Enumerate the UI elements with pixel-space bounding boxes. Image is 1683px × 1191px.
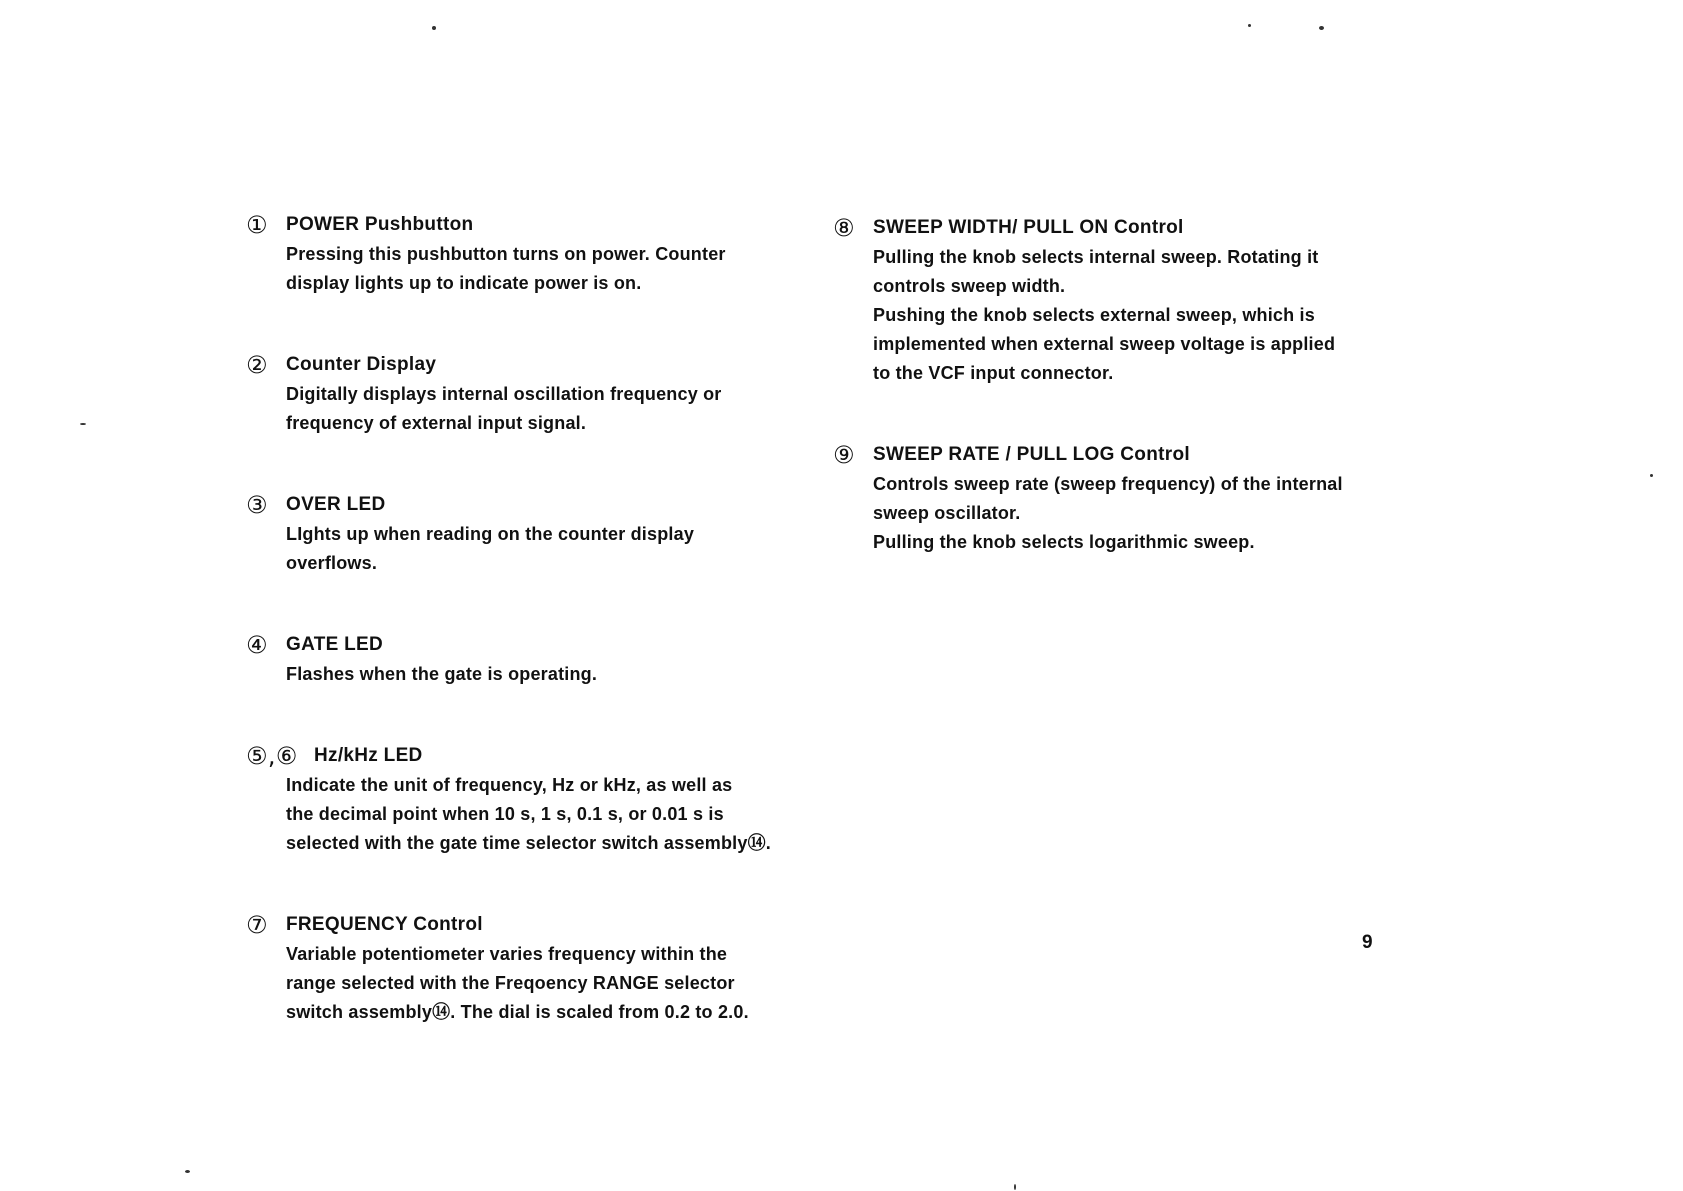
item-description xyxy=(873,470,1393,557)
left-column xyxy=(246,210,806,1027)
item-description xyxy=(286,940,806,1027)
item-title: GATE LED xyxy=(286,634,384,655)
item-heading xyxy=(246,630,806,660)
item-power-pushbutton xyxy=(246,210,806,298)
item-heading xyxy=(246,490,806,520)
description-line: switch assembly⑭. The dial is scaled from 0.2 to 2.0. xyxy=(286,1002,749,1022)
item-heading xyxy=(833,213,1393,243)
item-description xyxy=(286,240,806,298)
item-number: ⑨ xyxy=(833,441,855,469)
item-title: POWER Pushbutton xyxy=(286,214,474,235)
description-line: Pushing the knob selects external sweep, which is xyxy=(873,305,1315,325)
item-number: ⑦ xyxy=(246,911,268,939)
page-number: 9 xyxy=(1362,932,1373,953)
description-line: implemented when external sweep voltage is applied xyxy=(873,334,1336,354)
item-title: SWEEP WIDTH/ PULL ON Control xyxy=(873,217,1184,238)
item-sweep-width-control xyxy=(833,213,1393,388)
description-line: Pressing this pushbutton turns on power. Counter xyxy=(286,244,726,264)
item-frequency-control xyxy=(246,910,806,1027)
description-line: sweep oscillator. xyxy=(873,503,1021,523)
description-line: frequency of external input signal. xyxy=(286,413,587,433)
scan-speck xyxy=(432,26,436,30)
item-heading xyxy=(246,210,806,240)
scan-speck xyxy=(1014,1184,1016,1190)
description-line: Digitally displays internal oscillation frequency or xyxy=(286,384,722,404)
item-over-led xyxy=(246,490,806,578)
description-line: Flashes when the gate is operating. xyxy=(286,664,598,684)
description-line: the decimal point when 10 s, 1 s, 0.1 s, or 0.01 s is xyxy=(286,804,724,824)
item-heading xyxy=(246,350,806,380)
item-description xyxy=(286,660,806,689)
description-line: selected with the gate time selector switch assembly⑭. xyxy=(286,833,771,853)
scan-speck xyxy=(1248,24,1251,27)
item-title: OVER LED xyxy=(286,494,386,515)
description-line: Pulling the knob selects internal sweep. Rotating it xyxy=(873,247,1319,267)
item-description xyxy=(286,380,806,438)
description-line: Indicate the unit of frequency, Hz or kHz, as well as xyxy=(286,775,733,795)
item-number: ⑤,⑥ xyxy=(246,742,298,770)
description-line: LIghts up when reading on the counter display xyxy=(286,524,695,544)
item-gate-led xyxy=(246,630,806,689)
scan-speck xyxy=(1650,474,1653,477)
scan-speck xyxy=(185,1170,190,1173)
right-column xyxy=(833,213,1393,557)
scan-speck xyxy=(1319,26,1324,30)
item-title: Counter Display xyxy=(286,354,437,375)
item-description xyxy=(286,520,806,578)
description-line: overflows. xyxy=(286,553,378,573)
item-heading xyxy=(833,440,1393,470)
item-number: ② xyxy=(246,351,268,379)
item-description xyxy=(286,771,806,858)
item-description xyxy=(873,243,1393,388)
description-line: Controls sweep rate (sweep frequency) of the internal xyxy=(873,474,1343,494)
description-line: controls sweep width. xyxy=(873,276,1066,296)
item-number: ④ xyxy=(246,631,268,659)
item-title: Hz/kHz LED xyxy=(314,745,423,766)
item-number: ③ xyxy=(246,491,268,519)
item-number: ① xyxy=(246,211,268,239)
item-hz-khz-led xyxy=(246,741,806,858)
description-line: to the VCF input connector. xyxy=(873,363,1114,383)
item-heading xyxy=(246,910,806,940)
item-heading xyxy=(246,741,806,771)
description-line: range selected with the Freqoency RANGE selector xyxy=(286,973,735,993)
item-number: ⑧ xyxy=(833,214,855,242)
item-counter-display xyxy=(246,350,806,438)
description-line: Pulling the knob selects logarithmic sweep. xyxy=(873,532,1255,552)
description-line: display lights up to indicate power is on. xyxy=(286,273,642,293)
item-sweep-rate-control xyxy=(833,440,1393,557)
item-title: FREQUENCY Control xyxy=(286,914,483,935)
description-line: Variable potentiometer varies frequency within the xyxy=(286,944,728,964)
scan-speck xyxy=(80,423,86,425)
item-title: SWEEP RATE / PULL LOG Control xyxy=(873,444,1190,465)
